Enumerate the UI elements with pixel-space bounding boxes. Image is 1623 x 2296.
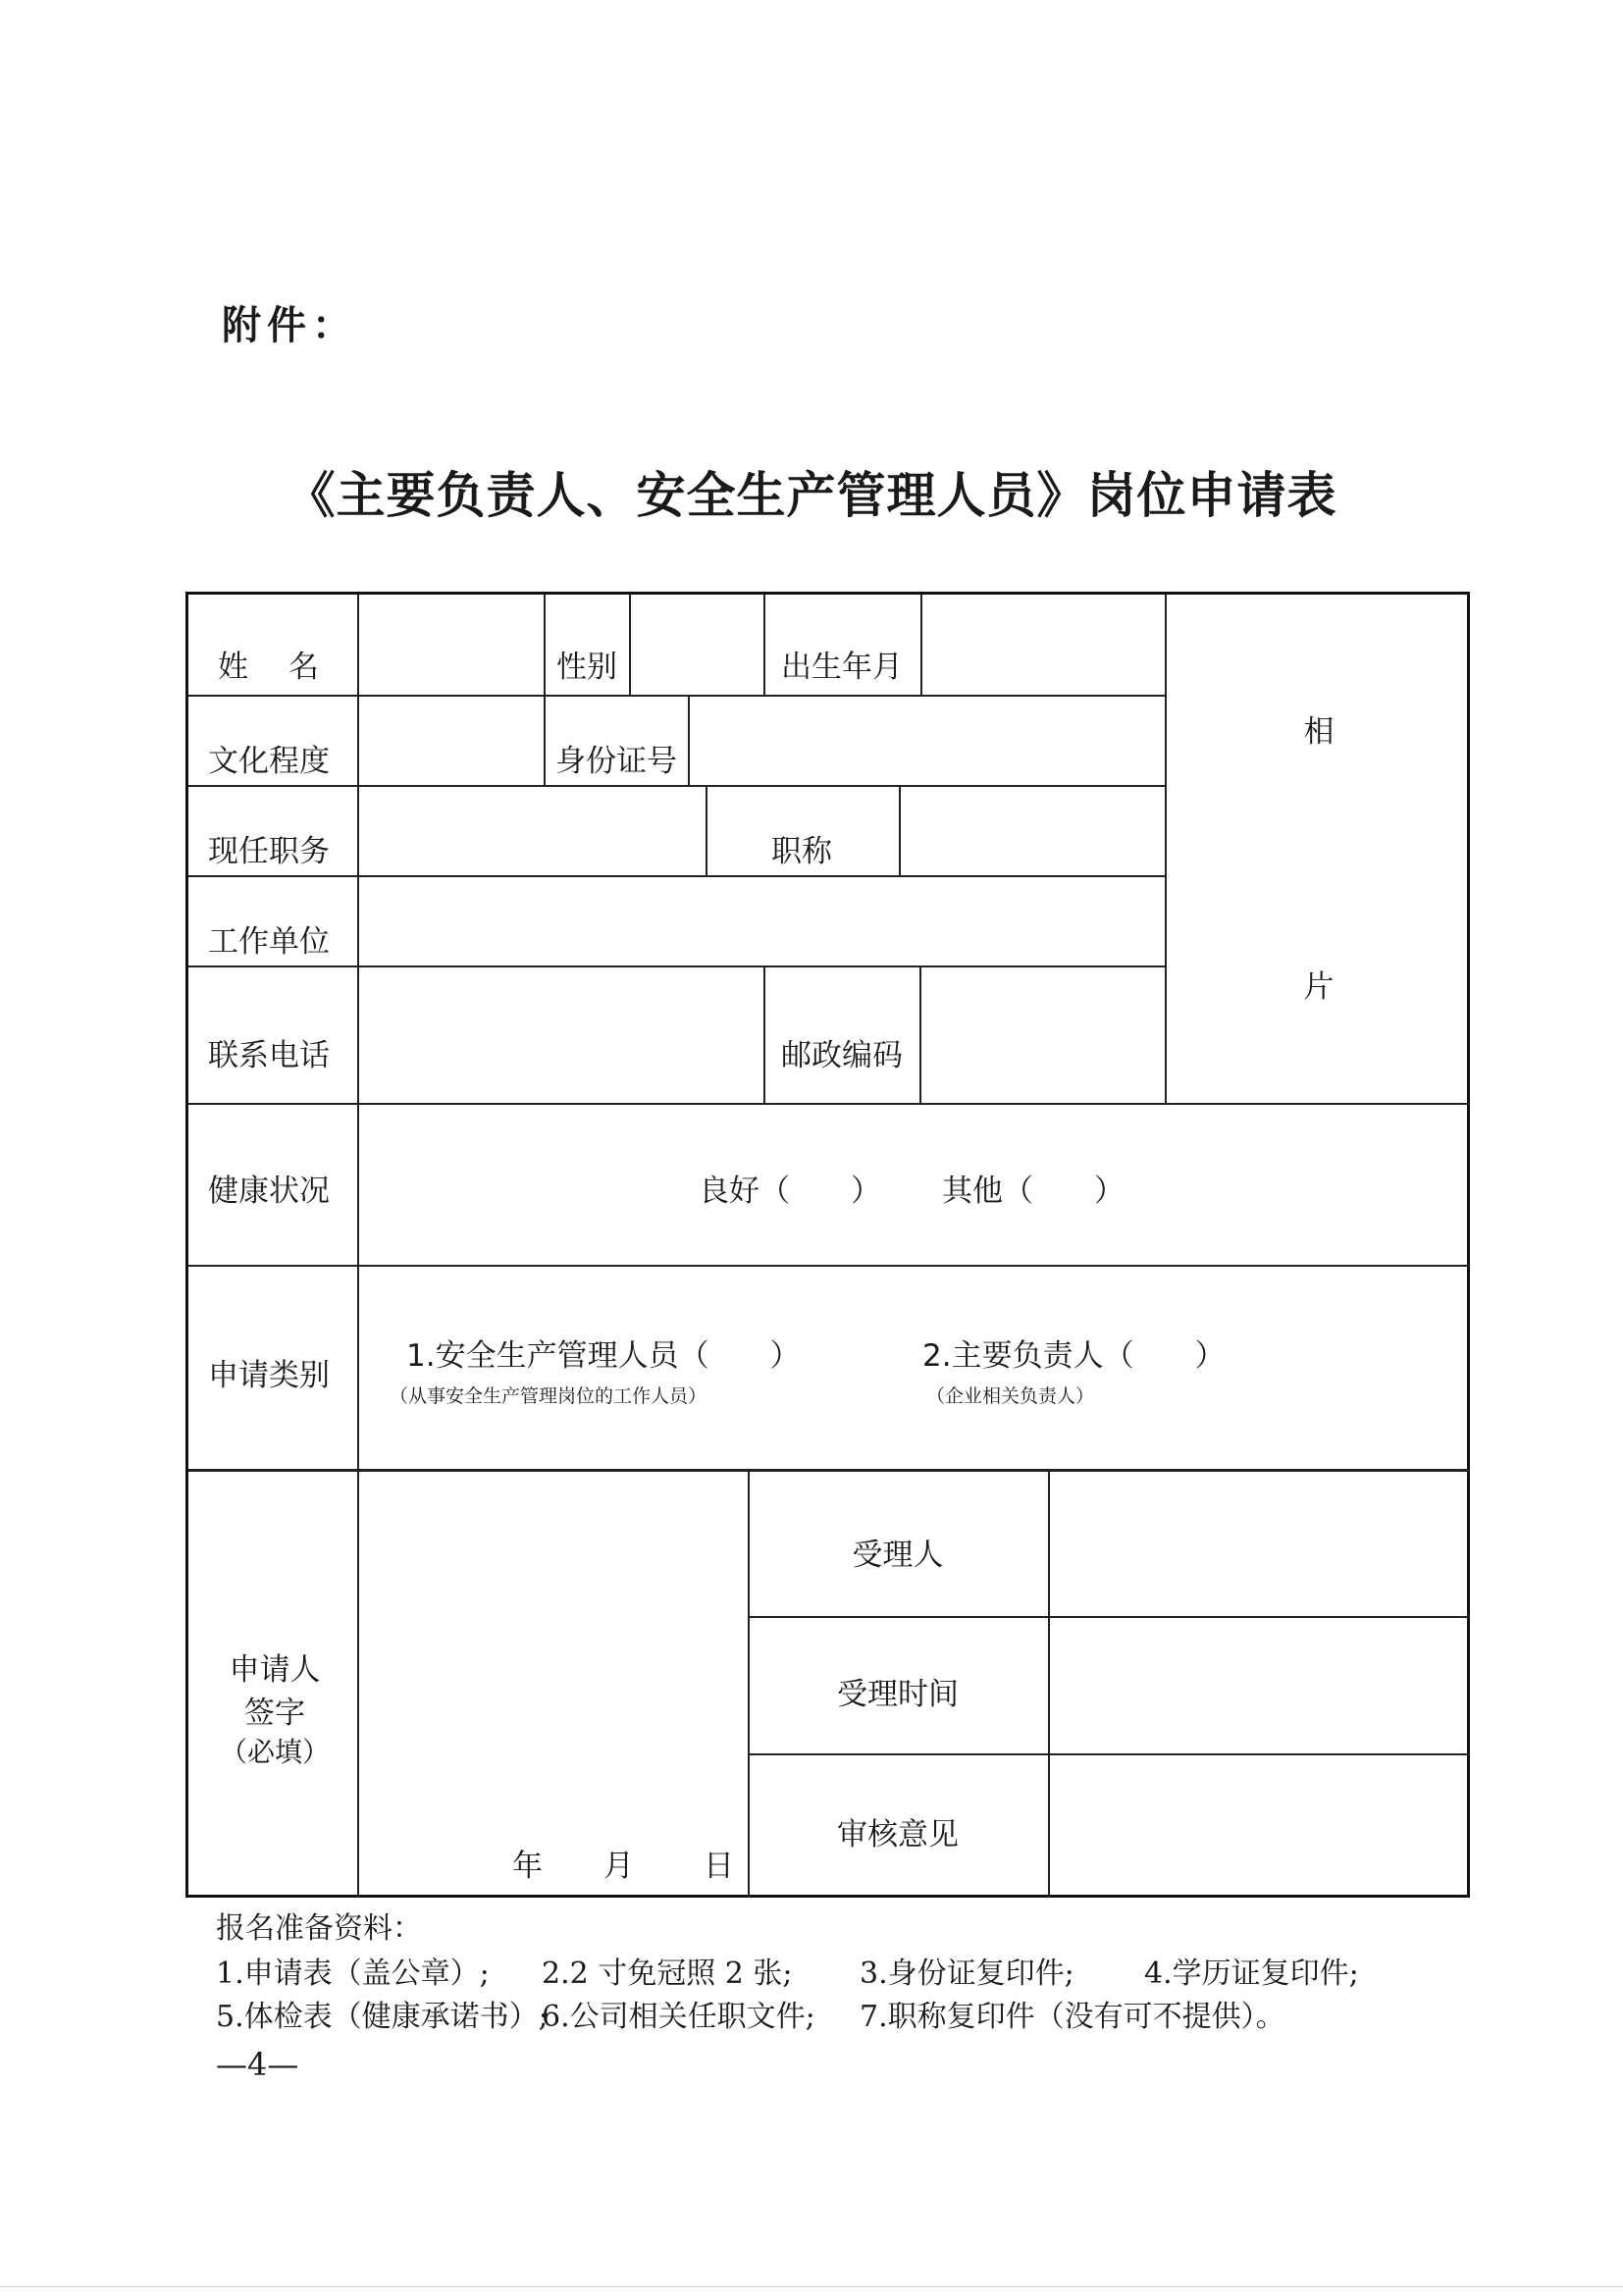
column-divider [1165, 595, 1167, 1103]
row-divider [748, 1753, 1470, 1755]
application-form-table [185, 592, 1470, 1898]
signature-required-note: （必填） [219, 1736, 331, 1768]
notes-heading: 报名准备资料： [216, 1911, 422, 1946]
postcode-label: 邮政编码 [781, 1038, 903, 1073]
signature-label-line2: 签字 [244, 1696, 305, 1731]
row-divider [188, 1265, 1470, 1267]
id-number-label: 身份证号 [555, 744, 677, 779]
notes-item: 4.学历证复印件; [1144, 1957, 1359, 1991]
health-label: 健康状况 [208, 1174, 330, 1209]
column-divider [763, 965, 765, 1103]
job-title-label: 职称 [771, 834, 832, 869]
category-principal-note: （企业相关负责人） [926, 1385, 1095, 1407]
row-divider [188, 1469, 1470, 1472]
signature-label-line1: 申请人 [229, 1652, 321, 1688]
column-divider [544, 595, 546, 785]
current-position-label: 现任职务 [208, 834, 330, 869]
row-divider [188, 965, 1165, 967]
notes-item: 3.身份证复印件; [860, 1957, 1074, 1991]
column-divider [748, 1469, 750, 1898]
category-safety-manager: 1.安全生产管理人员（ ） [406, 1338, 801, 1374]
date-day-label: 日 [704, 1849, 734, 1884]
page-number: —4— [216, 2046, 299, 2083]
receive-time-label: 受理时间 [837, 1677, 959, 1712]
employer-label: 工作单位 [208, 924, 330, 960]
notes-item: 2.2 寸免冠照 2 张; [542, 1957, 793, 1991]
column-divider [688, 695, 690, 785]
row-divider [748, 1616, 1470, 1618]
column-divider [1048, 1469, 1050, 1898]
notes-item: 5.体检表（健康承诺书）; [216, 2000, 549, 2034]
column-divider [920, 595, 922, 695]
phone-label: 联系电话 [208, 1038, 330, 1073]
column-divider [919, 965, 921, 1103]
column-divider [763, 595, 765, 695]
notes-item: 1.申请表（盖公章）; [216, 1957, 490, 1991]
education-label: 文化程度 [208, 744, 330, 779]
receiver-label: 受理人 [852, 1538, 944, 1573]
date-year-label: 年 [512, 1849, 543, 1884]
date-month-label: 月 [603, 1849, 634, 1884]
row-divider [188, 785, 1165, 787]
row-divider [188, 875, 1165, 877]
health-other-option: 其他（ ） [942, 1174, 1125, 1209]
notes-item: 7.职称复印件（没有可不提供）。 [860, 2000, 1285, 2034]
column-divider [899, 785, 901, 875]
gender-label: 性别 [556, 650, 617, 685]
column-divider [629, 595, 631, 695]
category-label: 申请类别 [208, 1358, 330, 1393]
column-divider [706, 785, 707, 875]
photo-label-bottom: 片 [1303, 969, 1335, 1005]
category-principal: 2.主要负责人（ ） [922, 1338, 1226, 1374]
name-label: 姓 名 [218, 650, 319, 685]
attachment-label: 附件： [222, 303, 357, 348]
health-good-option: 良好（ ） [699, 1174, 881, 1209]
category-safety-manager-note: （从事安全生产管理岗位的工作人员） [390, 1385, 707, 1407]
row-divider [188, 695, 1165, 697]
row-divider [188, 1103, 1470, 1105]
form-title: 《主要负责人、安全生产管理人员》岗位申请表 [286, 466, 1337, 524]
birth-date-label: 出生年月 [781, 650, 903, 685]
review-opinion-label: 审核意见 [837, 1817, 959, 1852]
column-divider [357, 595, 359, 1898]
page-bottom-edge [0, 2286, 1623, 2287]
photo-label-top: 相 [1303, 714, 1335, 750]
notes-item: 6.公司相关任职文件; [542, 2000, 815, 2034]
